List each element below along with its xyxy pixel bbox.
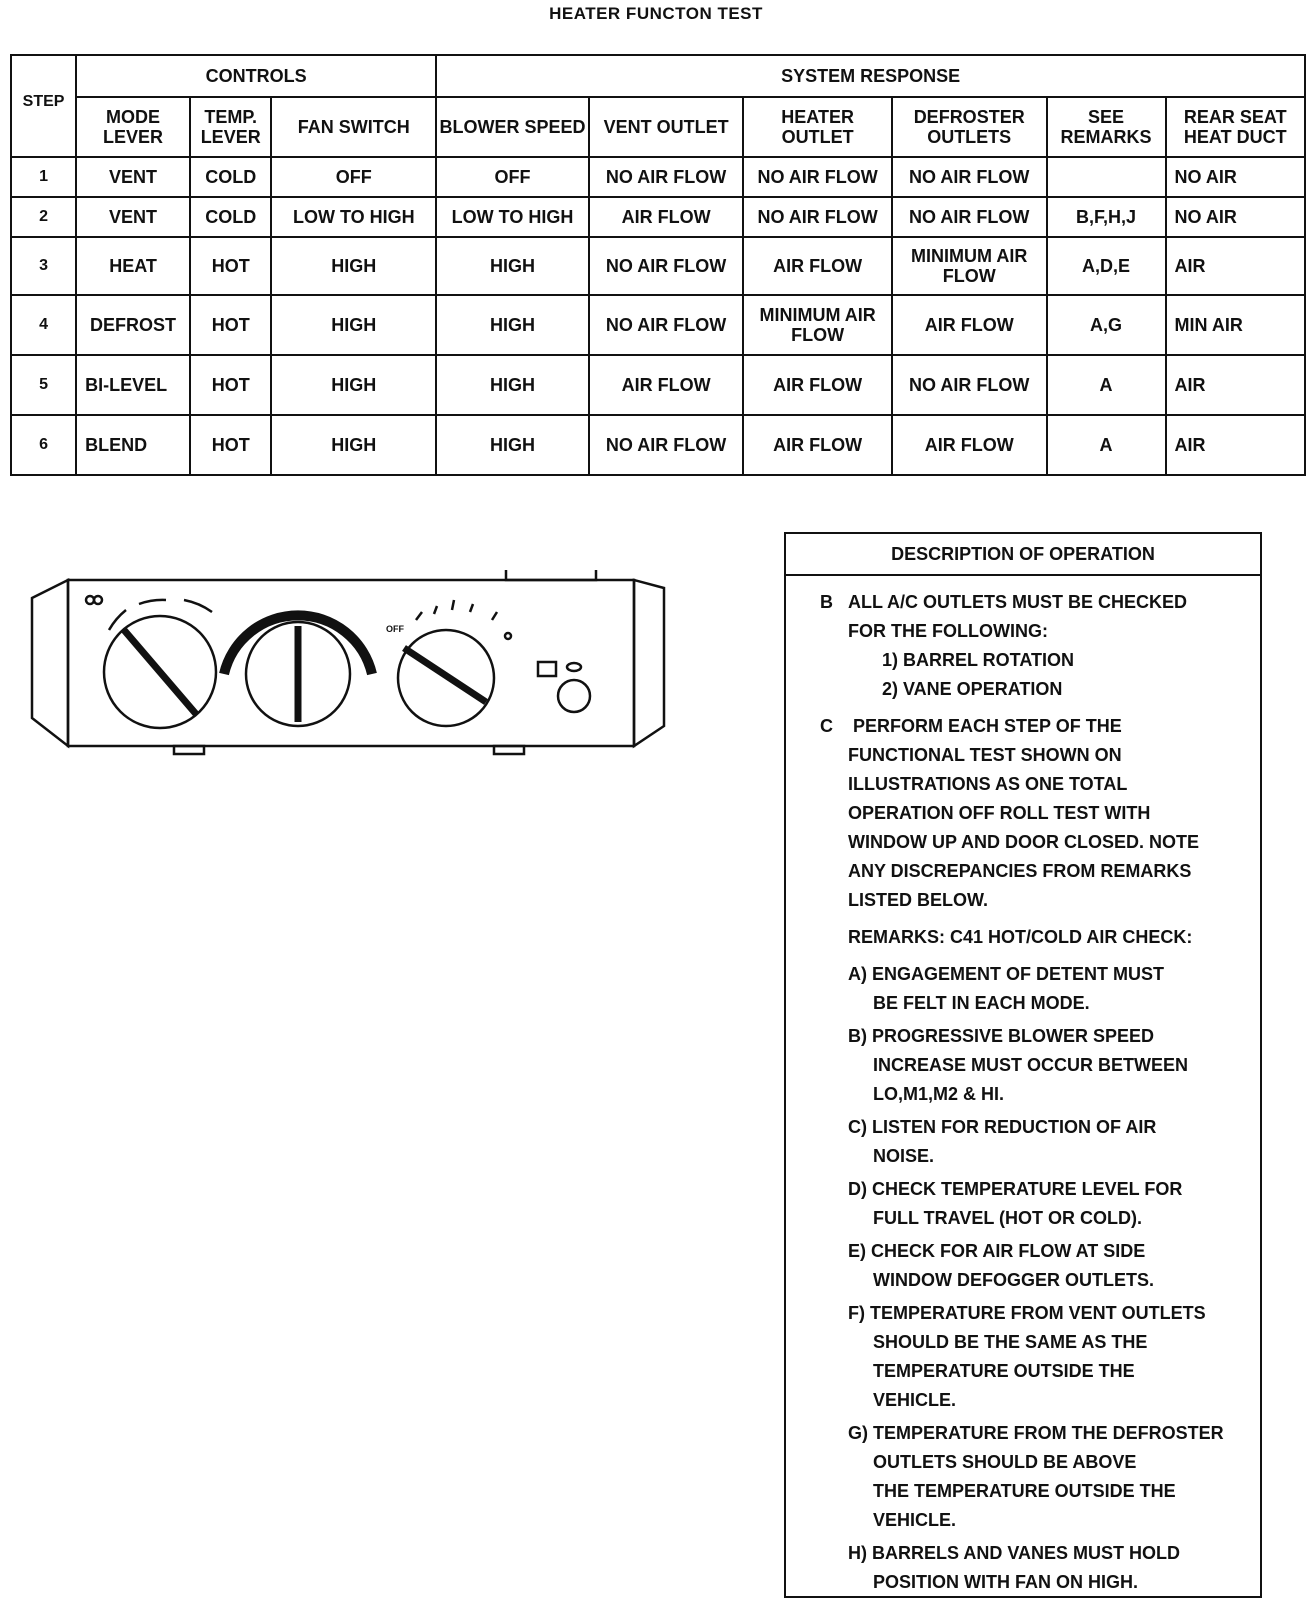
table-cell: LOW TO HIGH	[271, 197, 436, 237]
panel-right-bracket	[634, 580, 664, 746]
column-header: MODE LEVER	[76, 97, 190, 157]
table-cell: VENT	[76, 157, 190, 197]
table-row	[11, 237, 1305, 295]
remark-first-line: D) CHECK TEMPERATURE LEVEL FOR	[848, 1179, 1183, 1199]
table-cell: AIR	[1166, 415, 1306, 475]
remark-continuation-line: TEMPERATURE OUTSIDE THE	[873, 1361, 1135, 1381]
remark-item	[820, 1022, 1250, 1109]
fan-icon-b	[94, 596, 102, 604]
table-cell: NO AIR FLOW	[743, 157, 892, 197]
table-cell: HEAT	[76, 237, 190, 295]
table-cell: AIR FLOW	[892, 415, 1047, 475]
table-cell: NO AIR FLOW	[589, 415, 744, 475]
note-c-line: PERFORM EACH STEP OF THE	[853, 716, 1122, 736]
rear-defrost-button	[558, 680, 590, 712]
remark-continuation-line: THE TEMPERATURE OUTSIDE THE	[873, 1481, 1176, 1501]
table-row	[11, 415, 1305, 475]
table-cell: BI-LEVEL	[76, 355, 190, 415]
column-header: FAN SWITCH	[271, 97, 436, 157]
note-c-line: WINDOW UP AND DOOR CLOSED. NOTE	[848, 832, 1199, 852]
remark-item	[820, 960, 1250, 1018]
table-cell: HOT	[190, 237, 271, 295]
table-cell: OFF	[436, 157, 589, 197]
remark-first-line: C) LISTEN FOR REDUCTION OF AIR	[848, 1117, 1157, 1137]
panel-left-bracket	[32, 580, 68, 746]
table-cell: HIGH	[436, 415, 589, 475]
remark-item	[820, 1539, 1250, 1597]
table-row	[11, 157, 1305, 197]
note-b-label: B	[820, 592, 833, 612]
table-cell: HIGH	[436, 237, 589, 295]
description-heading: DESCRIPTION OF OPERATION	[786, 534, 1260, 576]
column-header: HEATER OUTLET	[743, 97, 892, 157]
panel-bottom-tab-left	[174, 746, 204, 754]
table-row	[11, 197, 1305, 237]
column-header: TEMP. LEVER	[190, 97, 271, 157]
panel-bottom-tab-right	[494, 746, 524, 754]
table-row	[11, 355, 1305, 415]
table-cell: HOT	[190, 415, 271, 475]
table-cell: NO AIR	[1166, 157, 1306, 197]
remark-continuation-line: POSITION WITH FAN ON HIGH.	[873, 1572, 1138, 1592]
remarks-heading: REMARKS: C41 HOT/COLD AIR CHECK:	[848, 927, 1193, 947]
table-cell: MINIMUM AIR FLOW	[743, 295, 892, 355]
remark-continuation-line: FULL TRAVEL (HOT OR COLD).	[873, 1208, 1142, 1228]
remark-continuation-line: NOISE.	[873, 1146, 935, 1166]
column-header: VENT OUTLET	[589, 97, 744, 157]
remark-first-line: G) TEMPERATURE FROM THE DEFROSTER	[848, 1423, 1224, 1443]
remark-continuation-line: INCREASE MUST OCCUR BETWEEN	[873, 1055, 1189, 1075]
mode-knob-pointer	[404, 648, 486, 702]
table-cell: DEFROST	[76, 295, 190, 355]
table-cell: LOW TO HIGH	[436, 197, 589, 237]
table-cell: A,D,E	[1047, 237, 1166, 295]
page-title: HEATER FUNCTON TEST	[549, 4, 763, 23]
mode-off-label: OFF	[386, 624, 404, 634]
step-number: 6	[11, 415, 76, 475]
rear-defrost-indicator	[567, 663, 581, 671]
note-b	[820, 588, 1250, 704]
table-cell: HIGH	[271, 415, 436, 475]
note-c	[820, 712, 1250, 915]
remark-first-line: A) ENGAGEMENT OF DETENT MUST	[848, 964, 1164, 984]
table-cell: HIGH	[271, 237, 436, 295]
table-cell	[1047, 157, 1166, 197]
table-cell: HOT	[190, 355, 271, 415]
note-c-line: ANY DISCREPANCIES FROM REMARKS	[848, 861, 1192, 881]
remark-item	[820, 1237, 1250, 1295]
remark-item	[820, 1113, 1250, 1171]
column-header: DEFROSTER OUTLETS	[892, 97, 1047, 157]
table-cell: AIR FLOW	[589, 355, 744, 415]
table-cell: AIR FLOW	[743, 415, 892, 475]
remark-continuation-line: WINDOW DEFOGGER OUTLETS.	[873, 1270, 1154, 1290]
column-header: BLOWER SPEED	[436, 97, 589, 157]
note-b-line-2: FOR THE FOLLOWING:	[848, 621, 1048, 641]
remark-continuation-line: SHOULD BE THE SAME AS THE	[873, 1332, 1148, 1352]
table-cell: VENT	[76, 197, 190, 237]
description-of-operation-box	[784, 532, 1262, 1598]
remark-item	[820, 1175, 1250, 1233]
table-cell: HIGH	[436, 355, 589, 415]
table-cell: NO AIR FLOW	[589, 295, 744, 355]
mode-detent-marks	[416, 600, 497, 620]
table-cell: NO AIR FLOW	[589, 157, 744, 197]
note-c-line: ILLUSTRATIONS AS ONE TOTAL	[848, 774, 1128, 794]
table-cell: NO AIR FLOW	[892, 355, 1047, 415]
remark-continuation-line: LO,M1,M2 & HI.	[873, 1084, 1005, 1104]
remark-item	[820, 1419, 1250, 1535]
table-cell: A,G	[1047, 295, 1166, 355]
table-cell: AIR FLOW	[743, 237, 892, 295]
fan-knob-pointer	[124, 630, 196, 714]
description-body	[786, 576, 1260, 1597]
fan-arc-3	[184, 600, 212, 612]
remark-first-line: B) PROGRESSIVE BLOWER SPEED	[848, 1026, 1155, 1046]
step-number: 4	[11, 295, 76, 355]
table-cell: HOT	[190, 295, 271, 355]
note-c-label: C	[820, 716, 833, 736]
remark-continuation-line: BE FELT IN EACH MODE.	[873, 993, 1090, 1013]
table-cell: NO AIR FLOW	[892, 197, 1047, 237]
table-row	[11, 295, 1305, 355]
table-cell: OFF	[271, 157, 436, 197]
table-cell: COLD	[190, 157, 271, 197]
step-number: 5	[11, 355, 76, 415]
remark-continuation-line: VEHICLE.	[873, 1390, 957, 1410]
fan-arc-2	[139, 600, 166, 604]
remark-item	[820, 1299, 1250, 1415]
function-test-table	[10, 54, 1306, 476]
remark-first-line: F) TEMPERATURE FROM VENT OUTLETS	[848, 1303, 1206, 1323]
system-response-header: SYSTEM RESPONSE	[436, 55, 1305, 97]
column-header: SEE REMARKS	[1047, 97, 1166, 157]
note-b-line-1: ALL A/C OUTLETS MUST BE CHECKED	[848, 592, 1188, 612]
note-c-line: LISTED BELOW.	[848, 890, 989, 910]
remark-continuation-line: VEHICLE.	[873, 1510, 957, 1530]
step-number: 3	[11, 237, 76, 295]
climate-control-panel-illustration	[24, 570, 689, 760]
step-number: 1	[11, 157, 76, 197]
table-cell: HIGH	[271, 355, 436, 415]
table-cell: A	[1047, 355, 1166, 415]
step-header: STEP	[11, 55, 76, 157]
table-cell: AIR	[1166, 355, 1306, 415]
table-cell: MIN AIR	[1166, 295, 1306, 355]
rear-defrost-icon	[538, 662, 556, 676]
table-cell: NO AIR FLOW	[589, 237, 744, 295]
remark-first-line: H) BARRELS AND VANES MUST HOLD	[848, 1543, 1180, 1563]
remark-first-line: E) CHECK FOR AIR FLOW AT SIDE	[848, 1241, 1146, 1261]
table-cell: BLEND	[76, 415, 190, 475]
column-header: REAR SEAT HEAT DUCT	[1166, 97, 1306, 157]
note-b-item-2: 2) VANE OPERATION	[882, 679, 1063, 699]
note-b-item-1: 1) BARREL ROTATION	[882, 650, 1074, 670]
panel-top-tab	[506, 570, 596, 580]
table-cell: COLD	[190, 197, 271, 237]
fan-arc-1	[109, 610, 126, 630]
mode-recirc-dot	[505, 633, 511, 639]
remarks-list	[820, 960, 1250, 1597]
note-c-line: OPERATION OFF ROLL TEST WITH	[848, 803, 1151, 823]
table-cell: MINIMUM AIR FLOW	[892, 237, 1047, 295]
table-cell: HIGH	[271, 295, 436, 355]
table-cell: NO AIR	[1166, 197, 1306, 237]
note-c-line: FUNCTIONAL TEST SHOWN ON	[848, 745, 1122, 765]
table-cell: B,F,H,J	[1047, 197, 1166, 237]
table-cell: NO AIR FLOW	[892, 157, 1047, 197]
table-cell: AIR FLOW	[589, 197, 744, 237]
remark-continuation-line: OUTLETS SHOULD BE ABOVE	[873, 1452, 1137, 1472]
table-cell: AIR FLOW	[743, 355, 892, 415]
table-cell: AIR	[1166, 237, 1306, 295]
table-cell: HIGH	[436, 295, 589, 355]
table-cell: AIR FLOW	[892, 295, 1047, 355]
table-cell: A	[1047, 415, 1166, 475]
step-number: 2	[11, 197, 76, 237]
controls-header: CONTROLS	[76, 55, 436, 97]
table-cell: NO AIR FLOW	[743, 197, 892, 237]
